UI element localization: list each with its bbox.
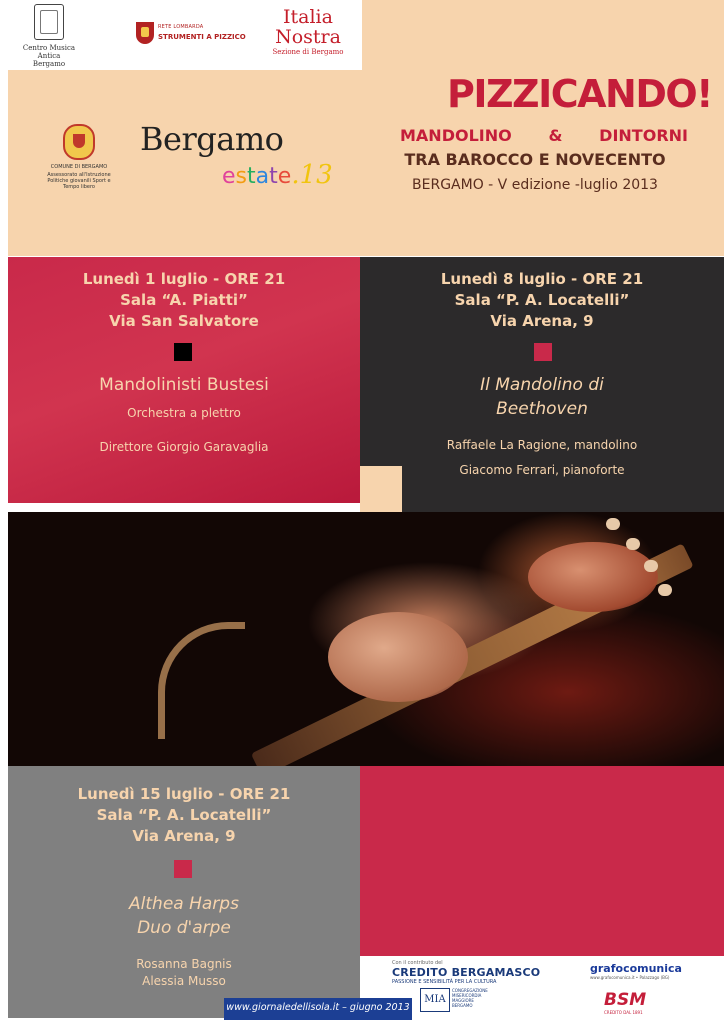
subtitle-word: DINTORNI <box>599 126 688 145</box>
event-ensemble: Althea Harps <box>129 894 239 914</box>
tuning-peg <box>658 584 672 596</box>
subtitle-line2: TRA BAROCCO E NOVECENTO <box>404 150 666 169</box>
event-panel-2-extension <box>402 463 724 512</box>
estate-letter: e <box>277 164 292 189</box>
bsm-logo <box>604 990 694 1020</box>
estate-logo-word <box>222 160 333 190</box>
event-performer: Raffaele La Ragione, mandolino <box>446 438 638 452</box>
event-venue: Sala “A. Piatti” <box>120 291 248 309</box>
mia-text-line: MAGGIORE <box>452 998 474 1003</box>
event-venue: Sala “P. A. Locatelli” <box>96 806 272 824</box>
hand <box>328 612 468 702</box>
italia-nostra-line3: Sezione di Bergamo <box>272 48 344 56</box>
event-address: Via Arena, 9 <box>132 827 236 845</box>
rete-line1: RETE LOMBARDA <box>158 24 204 30</box>
event-ensemble: Beethoven <box>496 399 588 419</box>
event-address: Via Arena, 9 <box>490 312 594 330</box>
mandolin-player-photo <box>8 512 724 766</box>
page-title: PIZZICANDO! <box>446 72 712 116</box>
italia-nostra-line1: Italia <box>283 6 333 28</box>
subtitle-line1 <box>400 126 688 145</box>
cma-line1: Centro Musica Antica <box>22 44 76 60</box>
credito-pre: Con il contributo del <box>392 960 443 966</box>
footer-credit: www.giornaledellisola.it – giugno 2013 <box>226 1002 410 1013</box>
shield-icon <box>136 22 154 44</box>
credito-name: CREDITO BERGAMASCO <box>392 966 541 979</box>
subtitle-word: & <box>548 126 563 145</box>
event-date: Lunedì 8 luglio - ORE 21 <box>440 270 644 288</box>
edition-line: BERGAMO - V edizione -luglio 2013 <box>412 177 658 193</box>
event-performer: Alessia Musso <box>142 974 226 988</box>
comune-subtitle: Assessorato all'Istruzione Politiche giovanili Sport e Tempo libero <box>47 172 111 190</box>
grafo-name: grafocomunica <box>590 962 682 975</box>
mandolin-body-curve <box>158 622 245 739</box>
event-date: Lunedì 1 luglio - ORE 21 <box>82 270 286 288</box>
credito-bergamasco-logo <box>392 960 542 985</box>
italia-nostra-line2: Nostra <box>275 26 341 48</box>
grafocomunica-logo <box>590 962 700 980</box>
decorative-crimson-block <box>360 766 724 956</box>
comune-di-bergamo-logo <box>40 124 118 204</box>
rete-line2: STRUMENTI A PIZZICO <box>158 33 246 41</box>
event-performer: Giacomo Ferrari, pianoforte <box>459 463 625 477</box>
event-square-marker <box>174 343 192 361</box>
event-square-marker <box>534 343 552 361</box>
event-panel-2 <box>360 257 724 466</box>
estate-number: .13 <box>291 160 333 190</box>
mia-text-line: MISERICORDIA <box>452 993 482 998</box>
credito-sub: PASSIONE E SENSIBILITÀ PER LA CULTURA <box>392 979 497 985</box>
estate-letter: e <box>222 164 236 189</box>
event-address: Via San Salvatore <box>109 312 259 330</box>
grafo-sub: www.grafocomunica.it • Palazzago (BG) <box>590 975 670 980</box>
mia-text-line: CONGREGAZIONE <box>452 988 488 993</box>
cma-line2: Bergamo <box>32 60 66 68</box>
mia-mark: MIA <box>420 988 450 1012</box>
header-band-top <box>362 0 724 70</box>
event-square-marker <box>174 860 192 878</box>
estate-letter: t <box>247 164 256 189</box>
event-venue: Sala “P. A. Locatelli” <box>454 291 630 309</box>
estate-letter: s <box>235 164 248 189</box>
estate-letter: t <box>269 164 278 189</box>
italia-nostra-logo <box>268 8 348 64</box>
event-panel-1 <box>8 257 360 503</box>
event-ensemble: Mandolinisti Bustesi <box>99 375 269 395</box>
event-performer: Direttore Giorgio Garavaglia <box>99 440 269 454</box>
mia-text-line: BERGAMO <box>452 1003 473 1008</box>
event-performer: Orchestra a plettro <box>127 406 241 420</box>
bergamo-estate-logo-word: Bergamo <box>140 120 284 158</box>
cma-emblem-icon <box>34 4 64 40</box>
subtitle-word: MANDOLINO <box>400 126 512 145</box>
centro-musica-antica-logo <box>14 4 84 66</box>
comune-name: COMUNE DI BERGAMO <box>50 164 108 170</box>
hand <box>528 542 658 612</box>
bsm-mark: BSM <box>604 990 647 1010</box>
estate-letter: a <box>255 164 270 189</box>
tuning-peg <box>626 538 640 550</box>
mia-logo <box>420 986 500 1014</box>
tuning-peg <box>606 518 620 530</box>
event-date: Lunedì 15 luglio - ORE 21 <box>77 785 291 803</box>
event-performer: Rosanna Bagnis <box>136 957 232 971</box>
bsm-sub: CREDITO DAL 1891 <box>604 1010 643 1015</box>
event-ensemble: Il Mandolino di <box>480 375 604 395</box>
event-ensemble: Duo d'arpe <box>137 918 231 938</box>
event-panel-3 <box>8 766 360 1018</box>
coat-of-arms-icon <box>63 124 95 160</box>
tuning-peg <box>644 560 658 572</box>
rete-lombarda-logo <box>136 20 246 46</box>
